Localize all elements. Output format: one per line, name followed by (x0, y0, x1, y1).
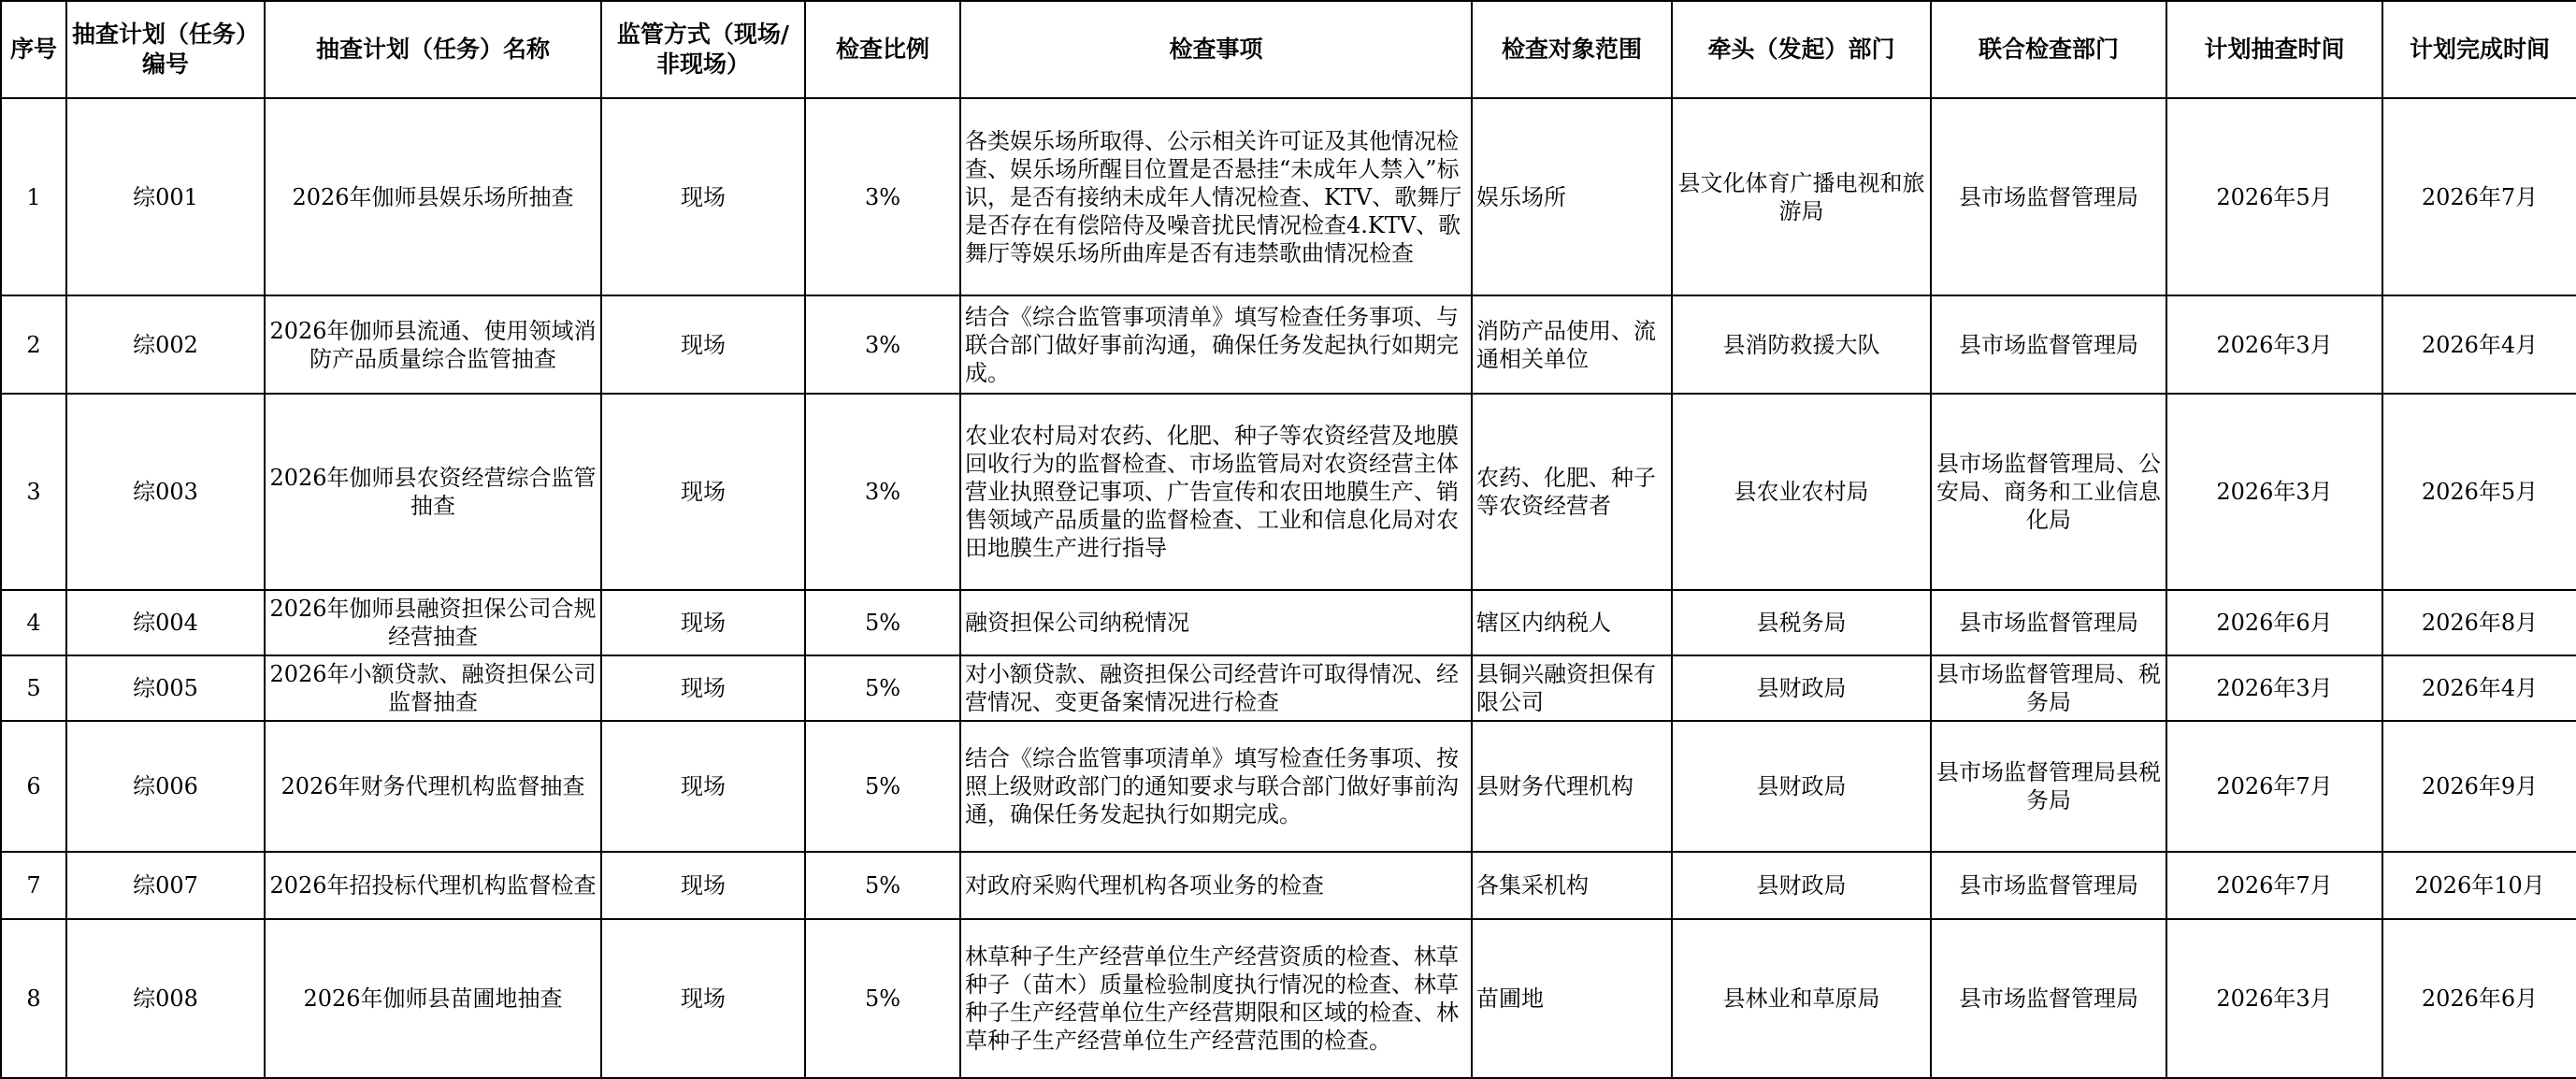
cell-mode: 现场 (601, 721, 805, 852)
cell-mode: 现场 (601, 655, 805, 721)
cell-start: 2026年3月 (2166, 919, 2382, 1078)
table-row (1, 295, 2576, 394)
cell-items: 对小额贷款、融资担保公司经营许可取得情况、经营情况、变更备案情况进行检查 (960, 655, 1472, 721)
header-items: 检查事项 (960, 1, 1472, 98)
header-start: 计划抽查时间 (2166, 1, 2382, 98)
cell-lead-dept: 县林业和草原局 (1672, 919, 1931, 1078)
cell-plan-name: 2026年财务代理机构监督抽查 (265, 721, 601, 852)
table-row (1, 590, 2576, 655)
cell-seq: 1 (1, 98, 66, 295)
cell-plan-name: 2026年伽师县流通、使用领域消防产品质量综合监管抽查 (265, 295, 601, 394)
cell-ratio: 3% (805, 98, 960, 295)
cell-lead-dept: 县农业农村局 (1672, 394, 1931, 590)
header-ratio: 检查比例 (805, 1, 960, 98)
cell-start: 2026年7月 (2166, 852, 2382, 919)
cell-items: 结合《综合监管事项清单》填写检查任务事项、与联合部门做好事前沟通，确保任务发起执行如期完成。 (960, 295, 1472, 394)
cell-joint-dept: 县市场监督管理局 (1931, 98, 2166, 295)
cell-items: 对政府采购代理机构各项业务的检查 (960, 852, 1472, 919)
cell-scope: 县财务代理机构 (1472, 721, 1672, 852)
cell-start: 2026年6月 (2166, 590, 2382, 655)
cell-ratio: 5% (805, 919, 960, 1078)
cell-plan-name: 2026年伽师县苗圃地抽查 (265, 919, 601, 1078)
table-header (1, 1, 2576, 98)
cell-ratio: 5% (805, 852, 960, 919)
cell-ratio: 5% (805, 590, 960, 655)
header-scope: 检查对象范围 (1472, 1, 1672, 98)
cell-plan-name: 2026年伽师县娱乐场所抽查 (265, 98, 601, 295)
cell-scope: 苗圃地 (1472, 919, 1672, 1078)
cell-joint-dept: 县市场监督管理局 (1931, 590, 2166, 655)
table-row (1, 394, 2576, 590)
cell-seq: 2 (1, 295, 66, 394)
cell-plan-name: 2026年伽师县融资担保公司合规经营抽查 (265, 590, 601, 655)
header-joint-dept: 联合检查部门 (1931, 1, 2166, 98)
cell-seq: 5 (1, 655, 66, 721)
cell-joint-dept: 县市场监督管理局、税务局 (1931, 655, 2166, 721)
table-row (1, 919, 2576, 1078)
cell-joint-dept: 县市场监督管理局县税务局 (1931, 721, 2166, 852)
cell-scope: 娱乐场所 (1472, 98, 1672, 295)
cell-ratio: 3% (805, 295, 960, 394)
cell-end: 2026年4月 (2382, 295, 2576, 394)
cell-ratio: 5% (805, 721, 960, 852)
cell-scope: 各集采机构 (1472, 852, 1672, 919)
cell-mode: 现场 (601, 919, 805, 1078)
cell-plan-no: 综007 (66, 852, 265, 919)
cell-start: 2026年5月 (2166, 98, 2382, 295)
cell-end: 2026年7月 (2382, 98, 2576, 295)
header-plan-name: 抽查计划（任务）名称 (265, 1, 601, 98)
cell-items: 林草种子生产经营单位生产经营资质的检查、林草种子（苗木）质量检验制度执行情况的检查、林草种子生产经营单位生产经营期限和区域的检查、林草种子生产经营单位生产经营范围的检查。 (960, 919, 1472, 1078)
cell-plan-name: 2026年招投标代理机构监督检查 (265, 852, 601, 919)
header-end: 计划完成时间 (2382, 1, 2576, 98)
cell-start: 2026年3月 (2166, 295, 2382, 394)
cell-ratio: 5% (805, 655, 960, 721)
cell-items: 农业农村局对农药、化肥、种子等农资经营及地膜回收行为的监督检查、市场监管局对农资经营主体营业执照登记事项、广告宣传和农田地膜生产、销售领域产品质量的监督检查、工业和信息化局对农田地膜生产进行指导 (960, 394, 1472, 590)
cell-start: 2026年3月 (2166, 394, 2382, 590)
cell-mode: 现场 (601, 590, 805, 655)
cell-seq: 8 (1, 919, 66, 1078)
cell-plan-no: 综004 (66, 590, 265, 655)
cell-plan-no: 综001 (66, 98, 265, 295)
cell-joint-dept: 县市场监督管理局 (1931, 852, 2166, 919)
cell-plan-no: 综006 (66, 721, 265, 852)
cell-start: 2026年7月 (2166, 721, 2382, 852)
table-row (1, 721, 2576, 852)
cell-lead-dept: 县财政局 (1672, 721, 1931, 852)
cell-joint-dept: 县市场监督管理局、公安局、商务和工业信息化局 (1931, 394, 2166, 590)
cell-plan-no: 综008 (66, 919, 265, 1078)
header-row (1, 1, 2576, 98)
cell-lead-dept: 县文化体育广播电视和旅游局 (1672, 98, 1931, 295)
cell-scope: 县铜兴融资担保有限公司 (1472, 655, 1672, 721)
cell-scope: 农药、化肥、种子等农资经营者 (1472, 394, 1672, 590)
cell-scope: 消防产品使用、流通相关单位 (1472, 295, 1672, 394)
cell-seq: 6 (1, 721, 66, 852)
cell-plan-name: 2026年伽师县农资经营综合监管抽查 (265, 394, 601, 590)
cell-plan-no: 综002 (66, 295, 265, 394)
cell-seq: 3 (1, 394, 66, 590)
cell-mode: 现场 (601, 852, 805, 919)
header-seq: 序号 (1, 1, 66, 98)
cell-joint-dept: 县市场监督管理局 (1931, 295, 2166, 394)
header-mode: 监管方式（现场/非现场） (601, 1, 805, 98)
cell-start: 2026年3月 (2166, 655, 2382, 721)
cell-mode: 现场 (601, 295, 805, 394)
cell-lead-dept: 县消防救援大队 (1672, 295, 1931, 394)
cell-ratio: 3% (805, 394, 960, 590)
table-body (1, 98, 2576, 1078)
cell-seq: 4 (1, 590, 66, 655)
table-row (1, 852, 2576, 919)
cell-end: 2026年5月 (2382, 394, 2576, 590)
cell-plan-no: 综005 (66, 655, 265, 721)
cell-end: 2026年8月 (2382, 590, 2576, 655)
cell-end: 2026年9月 (2382, 721, 2576, 852)
cell-seq: 7 (1, 852, 66, 919)
cell-plan-no: 综003 (66, 394, 265, 590)
cell-items: 融资担保公司纳税情况 (960, 590, 1472, 655)
table-row (1, 98, 2576, 295)
header-lead-dept: 牵头（发起）部门 (1672, 1, 1931, 98)
cell-joint-dept: 县市场监督管理局 (1931, 919, 2166, 1078)
cell-mode: 现场 (601, 394, 805, 590)
cell-lead-dept: 县财政局 (1672, 852, 1931, 919)
cell-end: 2026年4月 (2382, 655, 2576, 721)
cell-items: 结合《综合监管事项清单》填写检查任务事项、按照上级财政部门的通知要求与联合部门做好事前沟通，确保任务发起执行如期完成。 (960, 721, 1472, 852)
cell-end: 2026年6月 (2382, 919, 2576, 1078)
cell-plan-name: 2026年小额贷款、融资担保公司监督抽查 (265, 655, 601, 721)
cell-lead-dept: 县财政局 (1672, 655, 1931, 721)
header-plan-no: 抽查计划（任务）编号 (66, 1, 265, 98)
cell-lead-dept: 县税务局 (1672, 590, 1931, 655)
cell-items: 各类娱乐场所取得、公示相关许可证及其他情况检查、娱乐场所醒目位置是否悬挂“未成年人禁入”标识，是否有接纳未成年人情况检查、KTV、歌舞厅是否存在有偿陪侍及噪音扰民情况检查4.KTV、歌舞厅等娱乐场所曲库是否有违禁歌曲情况检查 (960, 98, 1472, 295)
cell-end: 2026年10月 (2382, 852, 2576, 919)
cell-mode: 现场 (601, 98, 805, 295)
cell-scope: 辖区内纳税人 (1472, 590, 1672, 655)
table-row (1, 655, 2576, 721)
